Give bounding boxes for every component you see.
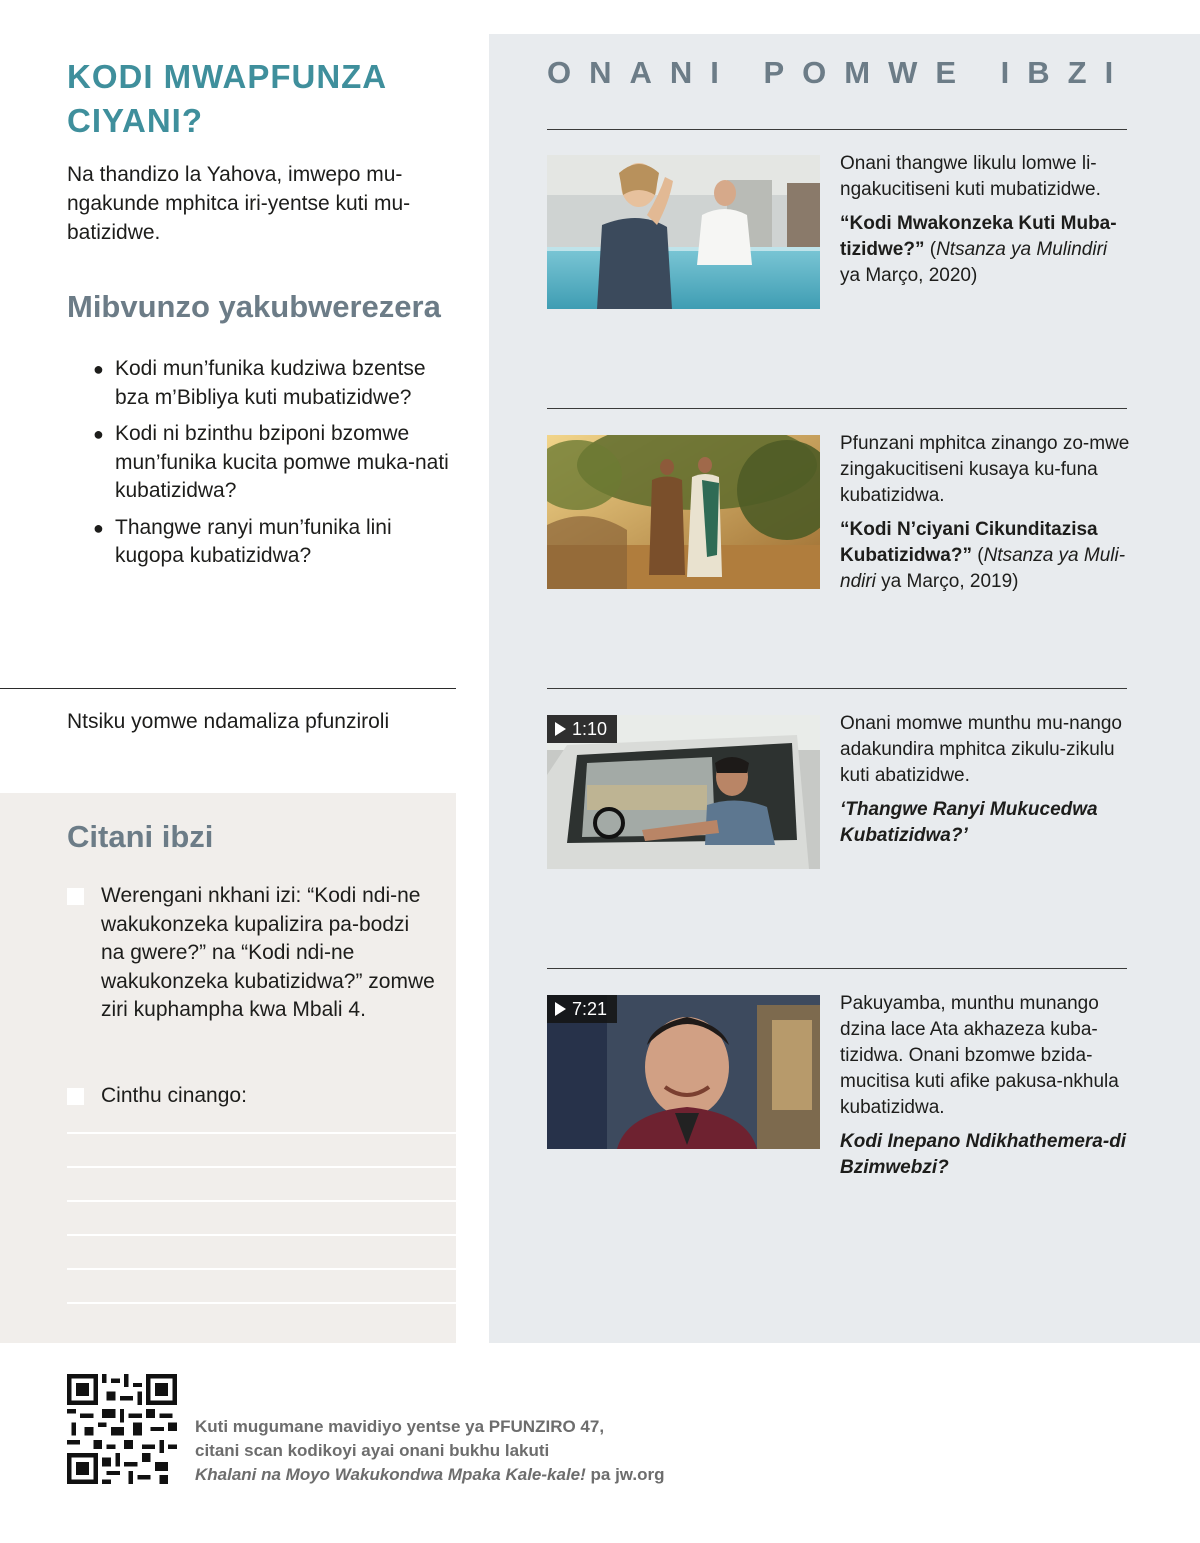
write-line [67,1234,456,1236]
baptism-photo[interactable] [547,155,820,309]
divider [547,968,1127,969]
list-item: ● Kodi ni bzinthu bziponi bzomwe mun’funika kucita pomwe muka-nati kubatizidwa? [93,422,449,502]
footer-text: Kuti mugumane mavidiyo yentse ya PFUNZIRO 47, citani scan kodikoyi ayai onani bukhu lakuti Khalani na Moyo Wakukondwa Mpaka Kale-kale! pa jw.org [195,1417,665,1484]
write-line [67,1132,456,1134]
video-entry [840,991,1130,1181]
article-link[interactable]: “Kodi Mwakonzeka Kuti Muba-tizidwe?” (Ntsanza ya Mulindiri ya Março, 2020) [840,213,1117,286]
review-questions-heading: Mibvunzo yakubwerezera [67,289,441,324]
article-entry [840,151,1130,289]
divider [547,408,1127,409]
video-duration: 7:21 [547,995,617,1023]
painting-photo[interactable] [547,435,820,589]
baptism-photo-icon [547,155,820,309]
qr-code-icon[interactable] [67,1374,177,1484]
entry-description: Pakuyamba, munthu munango dzina lace Ata akhazeza kuba-tizidwa. Onani bzomwe bzida-mucitisa kuti afike pakusa-nkhula kubatizidwa. [840,993,1119,1118]
see-more-heading: ONANI POMWE IBZI [547,55,1132,90]
completion-date-label: Ntsiku yomwe ndamaliza pfunziroli [67,710,390,733]
read-heading: Citani ibzi [67,819,214,854]
video-entry [840,711,1130,849]
video-thumbnail[interactable] [547,995,820,1149]
video-duration: 1:10 [547,715,617,743]
divider [547,688,1127,689]
checklist-item: Cinthu cinango: [67,1082,437,1111]
video-link[interactable]: Kodi Inepano Ndikhathemera-di Bzimwebzi? [840,1131,1127,1178]
review-questions-list [90,355,460,579]
intro-text: Na thandizo la Yahova, imwepo mu-ngakunde mphitca iri-yentse kuti mu-batizidwe. [67,163,411,244]
entry-description: Onani thangwe likulu lomwe li-ngakucitiseni kuti mubatizidwe. [840,153,1101,200]
page-title: KODI MWAPFUNZA CIYANI? [67,58,386,139]
write-line [67,1302,456,1304]
list-item: ● Kodi mun’funika kudziwa bzentse bza m’Bibliya kuti mubatizidwe? [93,357,426,409]
read-box [0,793,456,1343]
list-item: ● Thangwe ranyi mun’funika lini kugopa kubatizidwa? [93,515,392,567]
play-icon [555,722,566,736]
divider [547,129,1127,130]
video-thumbnail[interactable] [547,715,820,869]
video-link[interactable]: ‘Thangwe Ranyi Mukucedwa Kubatizidwa?’ [840,799,1098,846]
painting-photo-icon [547,435,820,589]
write-line [67,1200,456,1202]
write-line [67,1166,456,1168]
checkbox[interactable] [67,888,84,905]
play-icon [555,1002,566,1016]
entry-description: Pfunzani mphitca zinango zo-mwe zingakucitiseni kusaya ku-funa kubatizidwa. [840,433,1130,506]
checkbox[interactable] [67,1088,84,1105]
article-entry [840,431,1130,595]
article-link[interactable]: “Kodi N’ciyani Cikunditazisa Kubatizidwa?” (Ntsanza ya Muli-ndiri ya Março, 2019) [840,519,1126,592]
entry-description: Onani momwe munthu mu-nango adakundira mphitca zikulu-zikulu kuti abatizidwe. [840,713,1122,786]
write-line [67,1268,456,1270]
divider [0,688,456,689]
checklist-item: Werengani nkhani izi: “Kodi ndi-ne wakukonzeka kupalizira pa-bodzi na gwere?” na “Kodi ndi-ne wakukonzeka kubatizidwa?” zomwe ziri kuphampha kwa Mbali 4. [67,882,437,1025]
